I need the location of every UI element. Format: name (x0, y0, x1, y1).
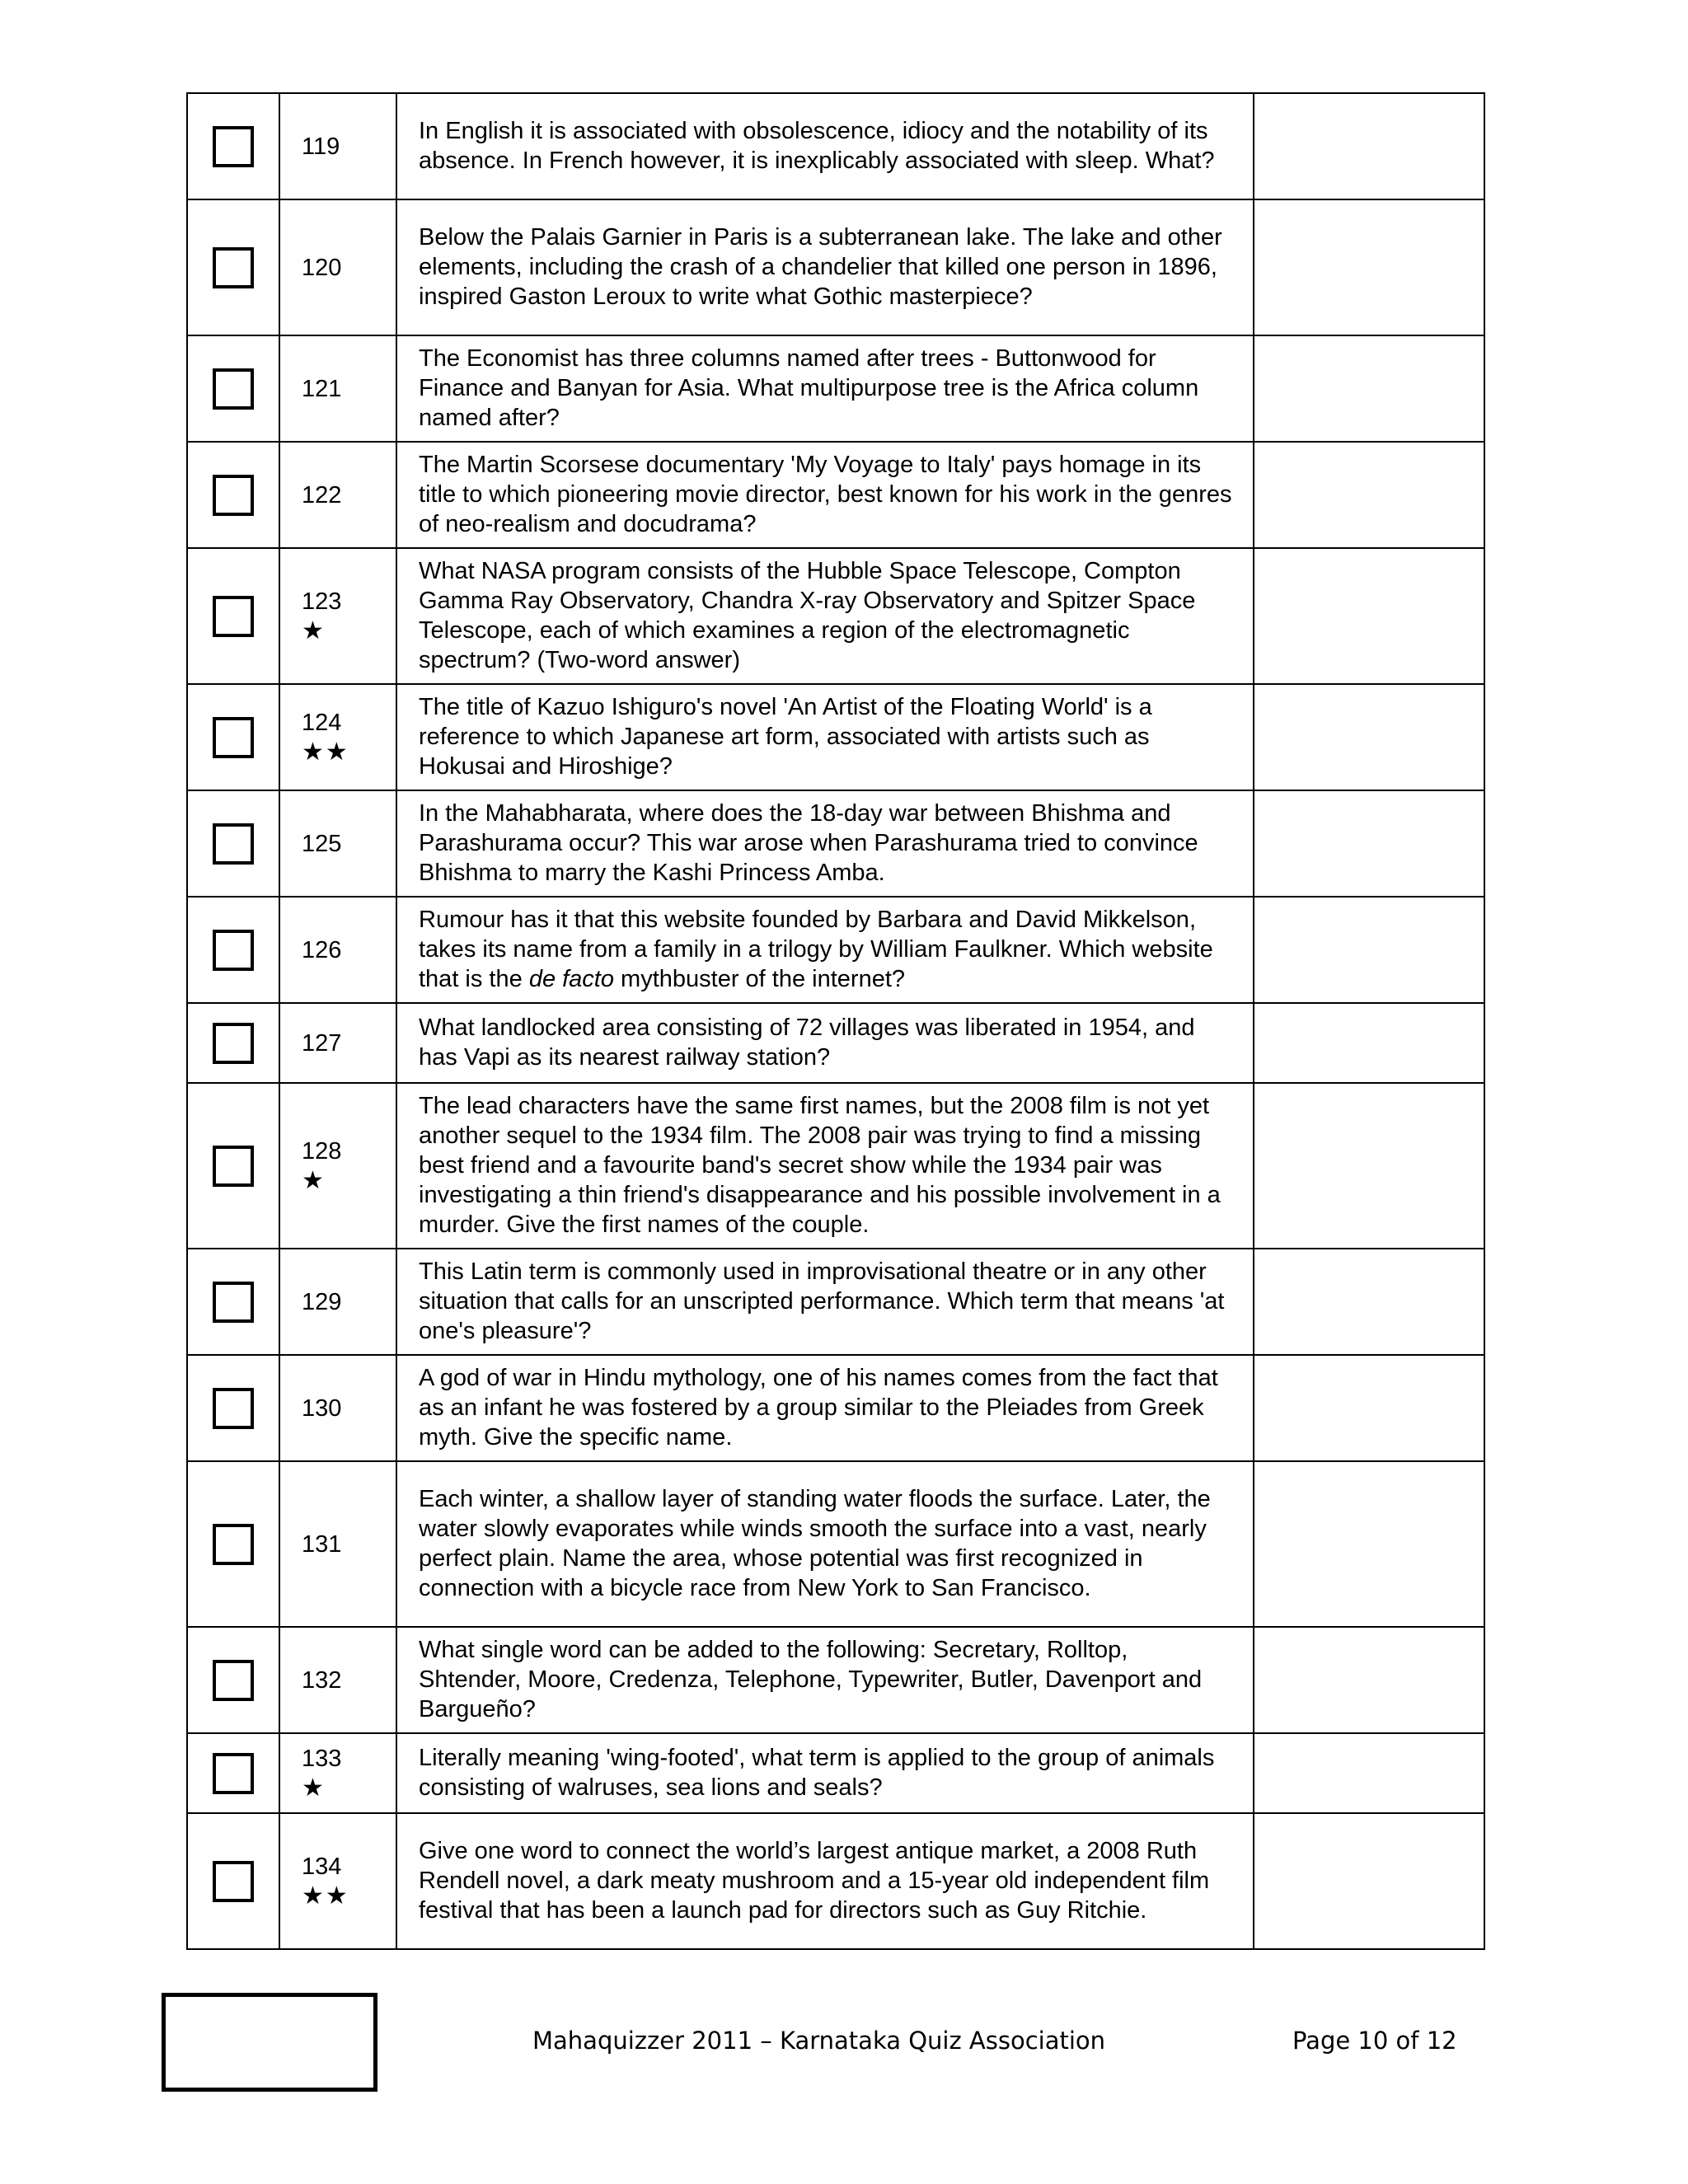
question-number: 128 (302, 1137, 342, 1165)
question-number: 127 (302, 1029, 342, 1057)
answer-cell[interactable] (1254, 790, 1484, 897)
question-row (187, 897, 1484, 1003)
question-number: 130 (302, 1394, 342, 1422)
question-checkbox[interactable] (213, 717, 254, 758)
question-number: 132 (302, 1666, 342, 1694)
difficulty-stars: ★ (302, 1774, 326, 1802)
answer-cell[interactable] (1254, 335, 1484, 442)
question-text: What single word can be added to the following: Secretary, Rolltop, Shtender, Moore, Credenza, Telephone, Typewriter, Butler, Davenport and Bargueño? (396, 1627, 1254, 1733)
question-number: 129 (302, 1288, 342, 1315)
answer-cell[interactable] (1254, 684, 1484, 790)
difficulty-stars: ★★ (302, 1882, 349, 1910)
question-text (396, 897, 1254, 1003)
question-text: In English it is associated with obsolescence, idiocy and the notability of its absence. In French however, it is inexplicably associated with sleep. What? (396, 93, 1254, 199)
question-table (186, 92, 1485, 1950)
answer-cell[interactable] (1254, 199, 1484, 335)
question-row (187, 1249, 1484, 1355)
question-row (187, 1627, 1484, 1733)
question-checkbox[interactable] (213, 1753, 254, 1794)
question-number: 123 (302, 588, 342, 615)
question-text: The title of Kazuo Ishiguro's novel 'An Artist of the Floating World' is a reference to which Japanese art form, associated with artists such as Hokusai and Hiroshige? (396, 684, 1254, 790)
question-row (187, 548, 1484, 684)
question-checkbox[interactable] (213, 1282, 254, 1323)
answer-cell[interactable] (1254, 1461, 1484, 1627)
question-text: The Economist has three columns named after trees - Buttonwood for Finance and Banyan for Asia. What multipurpose tree is the Africa column named after? (396, 335, 1254, 442)
question-number: 133 (302, 1745, 342, 1772)
answer-cell[interactable] (1254, 93, 1484, 199)
question-checkbox[interactable] (213, 823, 254, 865)
question-text-part: Rumour has it that this website founded by Barbara and David Mikkelson, takes its name from a family in a trilogy by William Faulkner. Which website that is the (419, 906, 1213, 992)
question-text: Below the Palais Garnier in Paris is a subterranean lake. The lake and other elements, including the crash of a chandelier that killed one person in 1896, inspired Gaston Leroux to write what Gothic masterpiece? (396, 199, 1254, 335)
question-number: 131 (302, 1530, 342, 1558)
question-text: Each winter, a shallow layer of standing water floods the surface. Later, the water slowly evaporates while winds smooth the surface into a vast, nearly perfect plain. Name the area, whose potential was first recognized in connection with a bicycle race from New York to San Francisco. (396, 1461, 1254, 1627)
question-checkbox[interactable] (213, 1524, 254, 1565)
answer-cell[interactable] (1254, 548, 1484, 684)
question-number: 120 (302, 254, 342, 281)
footer-title: Mahaquizzer 2011 – Karnataka Quiz Association (532, 2027, 1106, 2055)
question-checkbox[interactable] (213, 368, 254, 410)
answer-cell[interactable] (1254, 1813, 1484, 1949)
question-text: What NASA program consists of the Hubble Space Telescope, Compton Gamma Ray Observatory, Chandra X-ray Observatory and Spitzer Space Telescope, each of which examines a region of the electromagnetic spectrum? (Two-word answer) (396, 548, 1254, 684)
question-number: 122 (302, 481, 342, 509)
question-row (187, 335, 1484, 442)
question-checkbox[interactable] (213, 1023, 254, 1064)
question-number: 125 (302, 830, 342, 857)
question-checkbox[interactable] (213, 930, 254, 971)
question-row (187, 1003, 1484, 1083)
participant-code-box[interactable] (162, 1993, 377, 2092)
question-number: 121 (302, 375, 342, 402)
question-row (187, 1083, 1484, 1249)
question-text: The lead characters have the same first names, but the 2008 film is not yet another sequel to the 1934 film. The 2008 pair was trying to find a missing best friend and a favourite band's secret show while the 1934 pair was investigating a thin friend's disappearance and his possible involvement in a murder. Give the first names of the couple. (396, 1083, 1254, 1249)
question-row (187, 199, 1484, 335)
question-text: What landlocked area consisting of 72 villages was liberated in 1954, and has Vapi as its nearest railway station? (396, 1003, 1254, 1083)
difficulty-stars: ★ (302, 1166, 326, 1194)
question-text: This Latin term is commonly used in improvisational theatre or in any other situation that calls for an unscripted performance. Which term that means 'at one's pleasure'? (396, 1249, 1254, 1355)
answer-cell[interactable] (1254, 1733, 1484, 1813)
question-row (187, 1733, 1484, 1813)
question-text-part: mythbuster of the internet? (614, 965, 906, 992)
question-row (187, 790, 1484, 897)
page-number: Page 10 of 12 (1292, 2027, 1457, 2055)
question-checkbox[interactable] (213, 596, 254, 637)
question-checkbox[interactable] (213, 1146, 254, 1187)
question-checkbox[interactable] (213, 1861, 254, 1902)
question-number: 119 (302, 133, 340, 160)
question-row (187, 684, 1484, 790)
question-row (187, 93, 1484, 199)
question-text-emphasis: de facto (528, 965, 614, 992)
question-row (187, 1461, 1484, 1627)
question-checkbox[interactable] (213, 1660, 254, 1701)
question-text: Literally meaning 'wing-footed', what term is applied to the group of animals consisting of walruses, sea lions and seals? (396, 1733, 1254, 1813)
question-number: 134 (302, 1853, 342, 1880)
answer-cell[interactable] (1254, 1627, 1484, 1733)
question-checkbox[interactable] (213, 126, 254, 167)
question-text: The Martin Scorsese documentary 'My Voyage to Italy' pays homage in its title to which pioneering movie director, best known for his work in the genres of neo-realism and docudrama? (396, 442, 1254, 548)
question-checkbox[interactable] (213, 1388, 254, 1429)
question-checkbox[interactable] (213, 475, 254, 516)
difficulty-stars: ★★ (302, 738, 349, 766)
answer-cell[interactable] (1254, 1003, 1484, 1083)
question-text: A god of war in Hindu mythology, one of his names comes from the fact that as an infant he was fostered by a group similar to the Pleiades from Greek myth. Give the specific name. (396, 1355, 1254, 1461)
answer-cell[interactable] (1254, 1083, 1484, 1249)
answer-cell[interactable] (1254, 442, 1484, 548)
question-text: Give one word to connect the world’s largest antique market, a 2008 Ruth Rendell novel, a dark meaty mushroom and a 15-year old independent film festival that has been a launch pad for directors such as Guy Ritchie. (396, 1813, 1254, 1949)
question-text: In the Mahabharata, where does the 18-day war between Bhishma and Parashurama occur? This war arose when Parashurama tried to convince Bhishma to marry the Kashi Princess Amba. (396, 790, 1254, 897)
answer-cell[interactable] (1254, 1355, 1484, 1461)
answer-cell[interactable] (1254, 897, 1484, 1003)
difficulty-stars: ★ (302, 616, 326, 644)
question-number: 126 (302, 936, 342, 963)
question-number: 124 (302, 709, 342, 736)
question-row (187, 1355, 1484, 1461)
answer-cell[interactable] (1254, 1249, 1484, 1355)
question-checkbox[interactable] (213, 247, 254, 288)
question-row (187, 442, 1484, 548)
question-row (187, 1813, 1484, 1949)
